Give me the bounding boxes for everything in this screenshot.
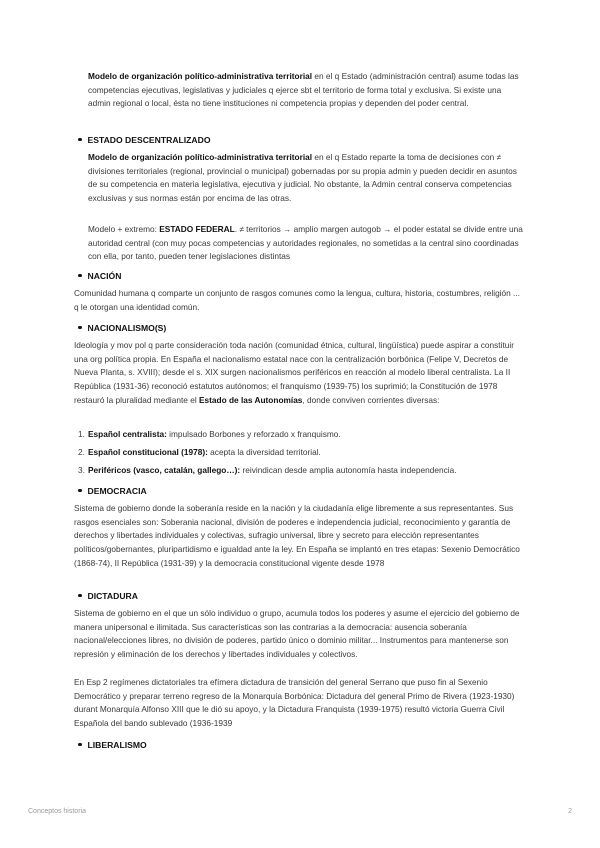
heading-estado-descentralizado: ESTADO DESCENTRALIZADO bbox=[78, 134, 211, 146]
heading-dictadura: DICTADURA bbox=[78, 590, 138, 602]
bullet-icon bbox=[78, 138, 82, 142]
paragraph-nacion: Comunidad humana q comparte un conjunto de rasgos comunes como la lengua, cultura, historia, costumbres, religión ... q le otorgan una identidad común. bbox=[74, 288, 520, 312]
bullet-icon bbox=[78, 274, 82, 278]
heading-liberalismo: LIBERALISMO bbox=[78, 739, 147, 751]
term-bold: Modelo de organización político-administrativa territorial bbox=[88, 152, 313, 162]
term-bold: ESTADO FEDERAL bbox=[159, 224, 235, 234]
paragraph-dictadura: Sistema de gobierno en el que un sólo individuo o grupo, acumula todos los poderes y asume el ejercicio del gobierno de manera unipersonal e ilimitada. Sus características son las contrarias a la democracia: ausencia soberanía nacional/elecciones libres, no división de poderes, partido único o dominio militar... Instrumentos para mantenerse son represión y eliminación de los derechos y libertades individuales y colectivos. bbox=[74, 608, 520, 660]
list-item: 2. Español constitucional (1978): acepta la diversidad territorial. bbox=[78, 447, 321, 457]
paragraph-descentralizado: Modelo de organización político-administrativa territorial en el q Estado reparte la toma de decisiones con ≠ divisiones territoriales (regional, provincial o municipal) gobernadas por su propia admin y pueden decidir en asuntos de su competencia en materia legislativa, ejecutiva y judicial. No obstante, la Admin central conserva competencias exclusivas y sus normas están por encima de las otras. bbox=[88, 152, 517, 204]
bullet-icon bbox=[78, 743, 82, 747]
page-number: 2 bbox=[568, 808, 572, 815]
bullet-icon bbox=[78, 489, 82, 493]
heading-democracia: DEMOCRACIA bbox=[78, 485, 147, 497]
bullet-icon bbox=[78, 594, 82, 598]
list-item: 1. Español centralista: impulsado Borbones y reforzado x franquismo. bbox=[78, 429, 341, 439]
heading-nacionalismos: NACIONALISMO(S) bbox=[78, 322, 166, 334]
term-bold: Estado de las Autonomías bbox=[199, 394, 303, 405]
heading-nacion: NACIÓN bbox=[78, 270, 121, 282]
paragraph-nacionalismos: Ideología y mov pol q parte consideración toda nación (comunidad étnica, cultural, lingüística) puede aspirar a constituir una org política propia. En España el nacionalismo estatal nace con la centralización borbónica (Felipe V, Decretos de Nueva Planta, s. XVIII); desde el s. XIX surgen nacionalismos periféricos en reacción al modelo liberal centralista. La II República (1931-36) reconoció estatutos autónomos; el franquismo (1939-75) los suprimió; la Constitución de 1978 restauró la pluralidad mediante el Estado de las Autonomías, donde conviven corrientes diversas: bbox=[74, 340, 514, 405]
paragraph-democracia: Sistema de gobierno donde la soberanía reside en la nación y la ciudadanía elige libremente a sus representantes. Sus rasgos esenciales son: Soberania nacional, división de poderes e independencia judicial, reconocimiento y garantía de derechos y libertades individuales y colectivas, sufragio universal, libre y secreto para elección representantes políticos/gobernantes, pluripartidismo e igualdad ante la ley. En España se implantó en tres etapas: Sexenio Democrático (1868-74), II República (1931-39) y la democracia constitucional vigente desde 1978 bbox=[74, 503, 520, 568]
term-bold: Modelo de organización político-administrativa territorial bbox=[88, 71, 313, 81]
footer-title: Conceptos historia bbox=[28, 808, 86, 815]
paragraph-dictadura-espana: En Esp 2 regímenes dictatoriales tra efímera dictadura de transición del general Serrano que puso fin al Sexenio Democrático y preparar terreno regreso de la Monarquía Borbónica: Dictadura del general Primo de Rivera (1923-1930) durant Monarquía Alfonso XIII que le dió su apoyo, y la Dictadura Franquista (1939-1975) resultó victoria Guerra Civil Española del bando sublevado (1936-1939 bbox=[74, 677, 515, 729]
list-item: 3. Periféricos (vasco, catalán, gallego…): reivindican desde amplia autonomía hasta independencia. bbox=[78, 465, 457, 475]
bullet-icon bbox=[78, 326, 82, 330]
paragraph-centralizado: Modelo de organización político-administrativa territorial en el q Estado (administración central) asume todas las competencias ejecutivas, legislativas y judiciales q ejerce sbt el territorio de forma total y exclusiva. Si existe una admin regional o local, ésta no tiene instituciones ni competencia propias y dependen del poder central. bbox=[88, 71, 519, 109]
paragraph-federal: Modelo + extremo: ESTADO FEDERAL. ≠ territorios → amplio margen autogob → el poder estatal se divide entre una autoridad central (con muy pocas competencias y autoridades regionales, no sometidas a la central sino coordinadas con ella, por tanto, pueden tener legislaciones distintas bbox=[88, 224, 523, 262]
